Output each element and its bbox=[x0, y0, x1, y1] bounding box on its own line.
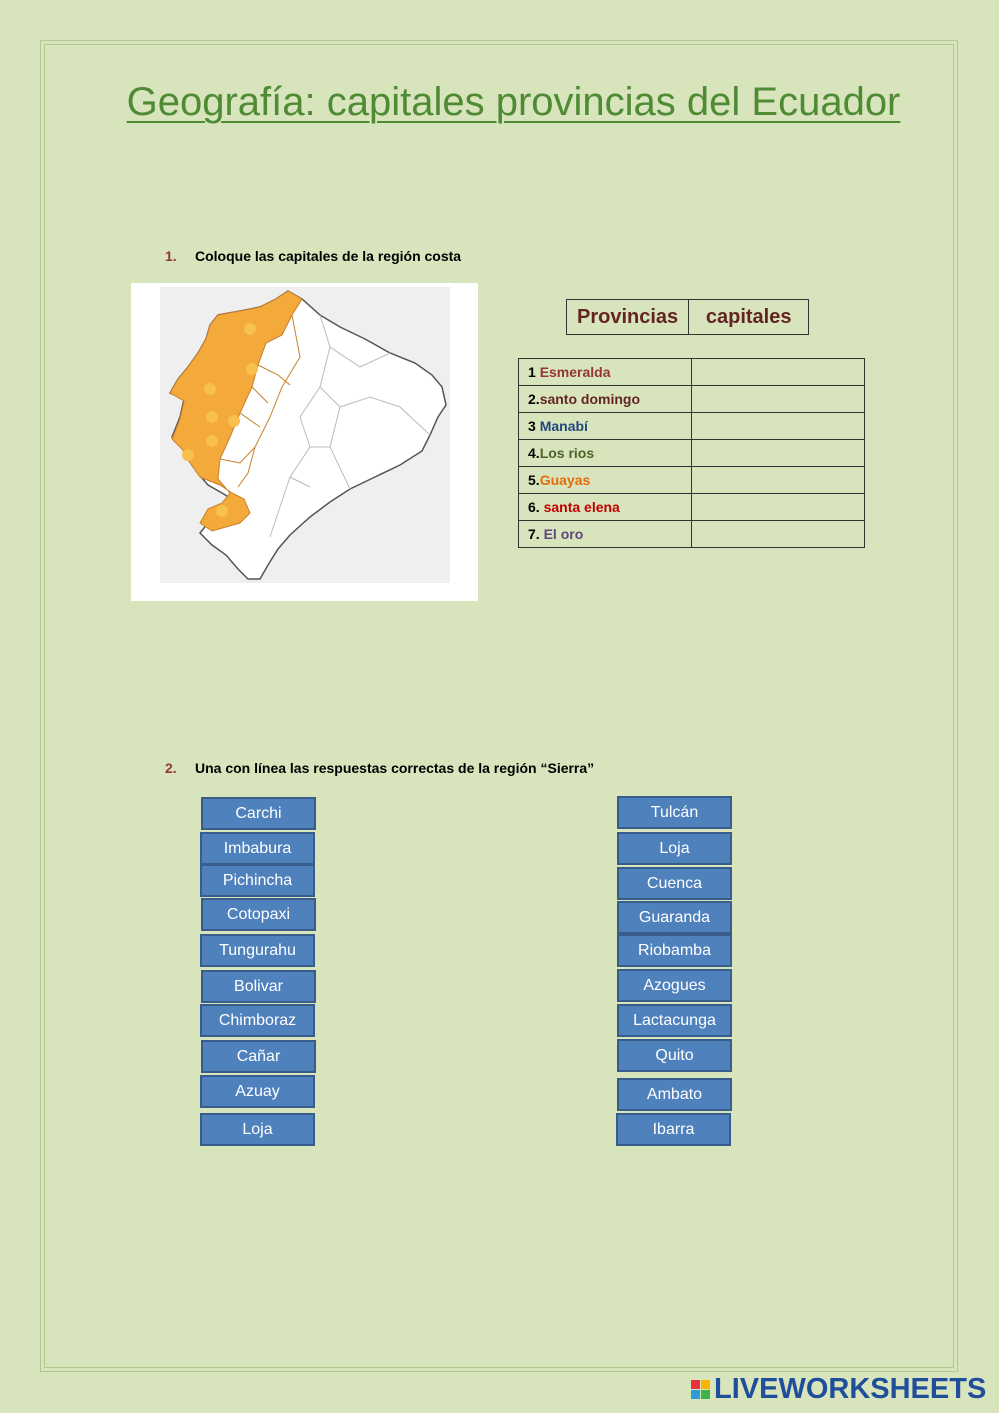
liveworksheets-logo-icon bbox=[691, 1380, 710, 1399]
province-number: 2. bbox=[528, 391, 540, 407]
sierra-capital-button[interactable]: Ibarra bbox=[616, 1113, 731, 1146]
capital-answer-cell[interactable] bbox=[692, 386, 865, 413]
sierra-province-button[interactable]: Imbabura bbox=[200, 832, 315, 865]
sierra-capital-button[interactable]: Azogues bbox=[617, 969, 732, 1002]
province-name-cell bbox=[519, 467, 692, 494]
province-name: El oro bbox=[543, 526, 584, 542]
capital-answer-cell[interactable] bbox=[692, 521, 865, 548]
province-row bbox=[519, 494, 865, 521]
sierra-capital-button[interactable]: Guaranda bbox=[617, 901, 732, 934]
liveworksheets-logo-text: LIVEWORKSHEETS bbox=[714, 1372, 987, 1405]
province-name: santo domingo bbox=[539, 391, 641, 407]
sierra-capital-button[interactable]: Riobamba bbox=[617, 934, 732, 967]
province-name: Los rios bbox=[539, 445, 595, 461]
province-number: 4. bbox=[528, 445, 540, 461]
province-number: 6. bbox=[528, 499, 544, 515]
logo-square bbox=[691, 1380, 700, 1389]
header-provincias: Provincias bbox=[567, 300, 689, 335]
province-name-cell bbox=[519, 413, 692, 440]
logo-square bbox=[701, 1390, 710, 1399]
sierra-province-button[interactable]: Bolivar bbox=[201, 970, 316, 1003]
header-capitales: capitales bbox=[689, 300, 809, 335]
sierra-capital-button[interactable]: Quito bbox=[617, 1039, 732, 1072]
sierra-province-button[interactable]: Cañar bbox=[201, 1040, 316, 1073]
province-name: Manabí bbox=[539, 418, 588, 434]
logo-square bbox=[691, 1390, 700, 1399]
province-row bbox=[519, 467, 865, 494]
province-number: 5. bbox=[528, 472, 540, 488]
provinces-table-header bbox=[566, 299, 809, 335]
ecuador-map bbox=[131, 283, 478, 601]
sierra-province-button[interactable]: Chimboraz bbox=[200, 1004, 315, 1037]
province-row bbox=[519, 413, 865, 440]
capital-answer-cell[interactable] bbox=[692, 413, 865, 440]
sierra-province-button[interactable]: Azuay bbox=[200, 1075, 315, 1108]
province-name: Guayas bbox=[539, 472, 591, 488]
province-name-cell bbox=[519, 521, 692, 548]
province-number: 1 bbox=[528, 364, 540, 380]
capital-answer-cell[interactable] bbox=[692, 440, 865, 467]
sierra-province-button[interactable]: Loja bbox=[200, 1113, 315, 1146]
page-title: Geografía: capitales provincias del Ecuador bbox=[126, 80, 901, 124]
capital-answer-cell[interactable] bbox=[692, 359, 865, 386]
question-2-number: 2. bbox=[165, 760, 177, 776]
liveworksheets-logo bbox=[691, 1374, 986, 1404]
province-number: 3 bbox=[528, 418, 540, 434]
page-border-inner bbox=[44, 44, 954, 1368]
sierra-capital-button[interactable]: Cuenca bbox=[617, 867, 732, 900]
province-name: Esmeralda bbox=[539, 364, 611, 380]
question-1-number: 1. bbox=[165, 248, 177, 264]
logo-square bbox=[701, 1380, 710, 1389]
sierra-province-button[interactable]: Pichincha bbox=[200, 864, 315, 897]
province-name: santa elena bbox=[543, 499, 620, 515]
question-1 bbox=[165, 248, 461, 264]
question-1-text: Coloque las capitales de la región costa bbox=[195, 248, 462, 264]
sierra-province-button[interactable]: Tungurahu bbox=[200, 934, 315, 967]
sierra-capital-button[interactable]: Tulcán bbox=[617, 796, 732, 829]
province-name-cell bbox=[519, 494, 692, 521]
question-2 bbox=[165, 760, 594, 776]
ecuador-map-graphic bbox=[160, 287, 450, 583]
province-number: 7. bbox=[528, 526, 544, 542]
province-row bbox=[519, 386, 865, 413]
province-row bbox=[519, 440, 865, 467]
capital-answer-cell[interactable] bbox=[692, 494, 865, 521]
province-name-cell bbox=[519, 386, 692, 413]
sierra-capital-button[interactable]: Loja bbox=[617, 832, 732, 865]
sierra-province-button[interactable]: Carchi bbox=[201, 797, 316, 830]
question-2-text: Una con línea las respuestas correctas de la región “Sierra” bbox=[195, 760, 595, 776]
sierra-capital-button[interactable]: Ambato bbox=[617, 1078, 732, 1111]
capital-answer-cell[interactable] bbox=[692, 467, 865, 494]
provinces-table bbox=[518, 358, 865, 548]
sierra-capital-button[interactable]: Lactacunga bbox=[617, 1004, 732, 1037]
province-row bbox=[519, 521, 865, 548]
sierra-province-button[interactable]: Cotopaxi bbox=[201, 898, 316, 931]
province-name-cell bbox=[519, 440, 692, 467]
province-row bbox=[519, 359, 865, 386]
province-name-cell bbox=[519, 359, 692, 386]
